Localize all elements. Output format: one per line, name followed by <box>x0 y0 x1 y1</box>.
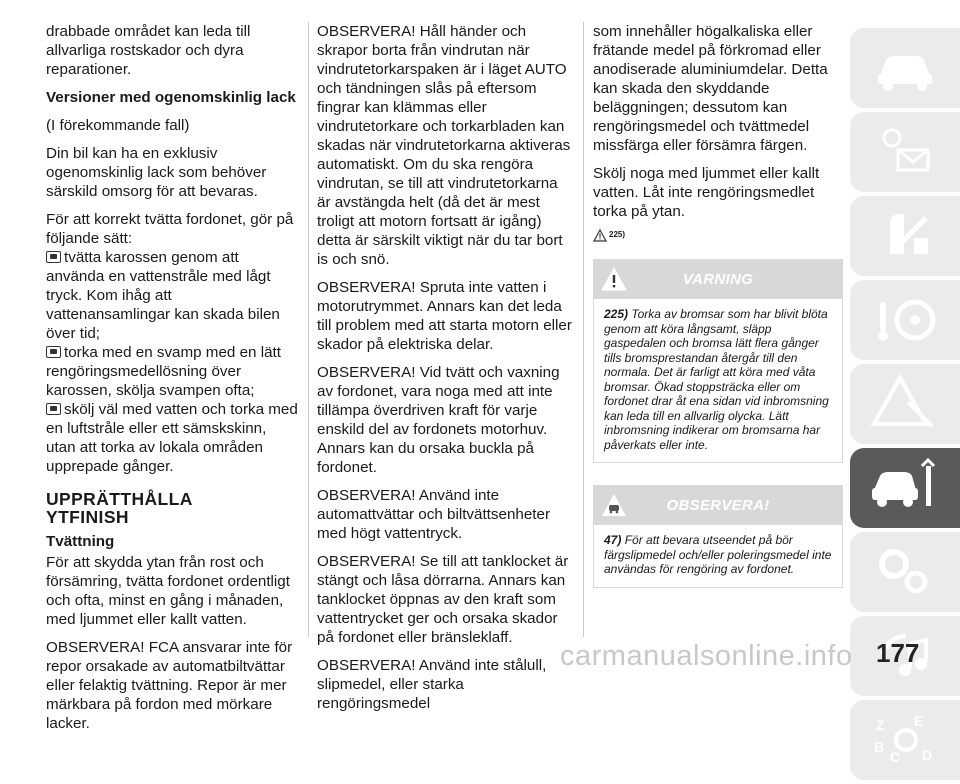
versions-heading: Versioner med ogenomskinlig lack <box>46 89 296 106</box>
svg-text:B: B <box>874 739 885 755</box>
warning-triangle-icon <box>601 267 627 291</box>
paragraph: För att skydda ytan från rost och försämring, tvätta fordonet ordentligt och ofta, minst en gång i månaden, med ljummet eller kallt vatten. <box>46 554 290 628</box>
warning-title: VARNING <box>682 270 754 288</box>
warning-box <box>593 259 843 463</box>
note-title: OBSERVERA! <box>666 496 770 514</box>
bullet-item <box>46 400 298 476</box>
svg-text:Z: Z <box>876 717 885 733</box>
paragraph: För att korrekt tvätta fordonet, gör på följande sätt: <box>46 211 294 247</box>
paragraph: OBSERVERA! Håll händer och skrapor borta från vindrutan när vindrutetorkarspaken är i läget AUTO och tändningen slås på eftersom fingrar kan klämmas eller vindrutetorkare och torkarbladen kan skadas när vindrutetorkarna aktiveras automatiskt. Om du ska rengöra vindrutan, se till att vindrutetorkarna är avstängda helt (då det är mest troligt att motorn fortsatt är igång) detta är särskilt viktigt när du tar bort is och snö. <box>317 23 571 268</box>
tab-technical-data[interactable] <box>850 532 960 612</box>
warning-triangle-icon <box>593 229 607 242</box>
note-text: För att bevara utseendet på bör färgslipmedel och/eller poleringsmedel inte användas för rengöring av fordonet. <box>604 533 832 576</box>
warning-box-header <box>593 259 843 299</box>
car-info-icon <box>870 36 940 96</box>
tab-car-info[interactable] <box>850 28 960 108</box>
car-caution-icon <box>601 493 627 517</box>
note-box-header <box>593 485 843 525</box>
paragraph: OBSERVERA! Vid tvätt och vaxning av fordonet, vara noga med att inte tillämpa överdriven kraft för varje enskild del av fordonets motorhuv. Annars kan du orsaka buckla på fordonet. <box>317 364 560 476</box>
paragraph: OBSERVERA! Se till att tanklocket är stängt och låsa dörrarna. Annars kan tanklocket öppnas av den kraft som vattentrycket ger och orsaka skador på fordonet eller bränsleklaff. <box>317 553 569 646</box>
text-column-2 <box>317 22 575 722</box>
svg-text:D: D <box>922 747 933 763</box>
paragraph: som innehåller högalkaliska eller frätande medel på förkromad eller anodiserade aluminiumdelar. Detta kan skada den skyddande beläggningen; dessutom kan rengöringsmedel och tvättmedel missfärga eller försämra färgen. <box>593 23 828 154</box>
bullet-icon <box>46 251 61 263</box>
paragraph: OBSERVERA! Använd inte stålull, slipmedel, eller starka rengöringsmedel <box>317 657 547 712</box>
warning-text: Torka av bromsar som har blivit blöta genom att köra långsamt, släpp gaspedalen och bromsa lätt flera gånger tills bromsprestandan återgår till den normala. Det är farligt att köra med våta bromsar. Ökad stoppsträcka eller om fordonet drar åt ena sidan vid inbromsning kan leda till en allvarlig olycka. Lätt inbromsning indikerar om bromsarna har påverkats eller inte. <box>604 307 829 452</box>
svg-text:C: C <box>890 749 901 765</box>
tab-dashboard[interactable] <box>850 112 960 192</box>
paragraph: OBSERVERA! FCA ansvarar inte för repor orsakade av automatbiltvättar eller felaktig tvättning. Repor är mer märkbara på fordon med mörkare lacker. <box>46 639 293 732</box>
svg-text:E: E <box>914 713 924 729</box>
emergency-warning-icon <box>870 372 940 432</box>
subsection-heading: Tvättning <box>46 533 115 550</box>
warning-reference <box>593 225 843 249</box>
chapter-sidebar <box>850 28 960 784</box>
safety-seatbelt-icon <box>870 204 940 264</box>
paragraph: OBSERVERA! Använd inte automattvättar och biltvättsenheter med högt vattentryck. <box>317 487 551 542</box>
tab-index[interactable] <box>850 700 960 780</box>
text-column-3 <box>593 22 843 588</box>
reference-number: 225) <box>609 230 626 239</box>
note-box-body <box>593 525 843 588</box>
bullet-icon <box>46 403 61 415</box>
paragraph: Skölj noga med ljummet eller kallt vatten. Låt inte rengöringsmedlet torka på ytan. <box>593 165 820 220</box>
column-divider <box>308 22 309 637</box>
versions-note: (I förekommande fall) <box>46 117 190 134</box>
bullet-icon <box>46 346 61 358</box>
tab-maintenance[interactable] <box>850 448 960 528</box>
note-box <box>593 485 843 588</box>
dashboard-lights-icon <box>870 120 940 180</box>
index-letters-icon <box>870 708 940 768</box>
column-divider <box>583 22 584 637</box>
text-column-1 <box>46 22 298 742</box>
warning-box-body <box>593 299 843 463</box>
paragraph: drabbade området kan leda till allvarliga rostskador och dyra reparationer. <box>46 23 251 78</box>
warning-number: 225) <box>604 307 629 321</box>
tab-emergency[interactable] <box>850 364 960 444</box>
page-number: 177 <box>876 638 920 668</box>
bullet-item <box>46 248 298 343</box>
bullet-text: skölj väl med vatten och torka med en luftstråle eller ett sämskskinn, utan att torka av lokala områden upprepade gånger. <box>46 401 298 475</box>
maintenance-car-wrench-icon <box>870 456 940 516</box>
bullet-text: torka med en svamp med en lätt rengöringsmedellösning över karossen, skölja svampen ofta; <box>46 344 281 399</box>
tab-safety[interactable] <box>850 196 960 276</box>
watermark: carmanualsonline.info <box>560 640 853 672</box>
paragraph: OBSERVERA! Spruta inte vatten i motorutrymmet. Annars kan det leda till problem med att starta motorn eller skador på elektriska delar. <box>317 279 572 353</box>
paragraph: Din bil kan ha en exklusiv ogenomskinlig lack som behöver särskild omsorg för att bevaras. <box>46 145 267 200</box>
bullet-item <box>46 343 298 400</box>
starting-driving-icon <box>870 288 940 348</box>
technical-data-gears-icon <box>870 540 940 600</box>
tab-starting-driving[interactable] <box>850 280 960 360</box>
section-heading: UPPRÄTTHÅLLA YTFINISH <box>46 489 193 527</box>
note-number: 47) <box>604 533 622 547</box>
bullet-text: tvätta karossen genom att använda en vattenstråle med lågt tryck. Kom ihåg att vattenansamlingar kan skada bilen över tid; <box>46 249 280 342</box>
